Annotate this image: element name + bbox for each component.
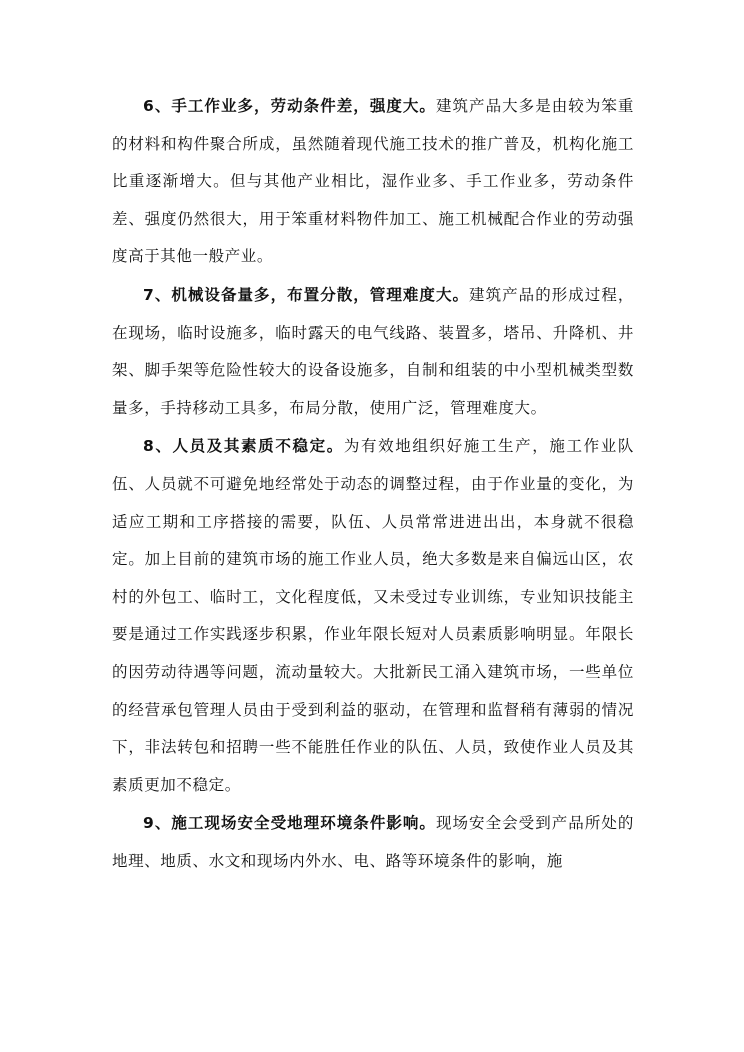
paragraph-body: 为有效地组织好施工生产，施工作业队伍、人员就不可避免地经常处于动态的调整过程，由于作业量的变化，为适应工期和工序搭接的需要，队伍、人员常常进进出出，本身就不很稳定。加上目前的建筑市场的施工作业人员，绝大多数是来自偏远山区，农村的外包工、临时工，文化程度低，又未受过专业训练，专业知识技能主要是通过工作实践逐步积累，作业年限长短对人员素质影响明显。年限长的因劳动待遇等问题，流动量较大。大批新民工涌入建筑市场，一些单位的经营承包管理人员由于受到利益的驱动，在管理和监督稍有薄弱的情况下，非法转包和招聘一些不能胜任作业的队伍、人员，致使作业人员及其素质更加不稳定。 [112,437,634,794]
paragraph-heading: 8、人员及其素质不稳定。 [143,437,344,456]
paragraph-body: 现场安全会受到产品所处的地理、地质、水文和现场内外水、电、路等环境条件的影响，施 [112,814,635,870]
paragraph-9 [112,805,634,880]
paragraph-8 [112,428,634,804]
paragraph-heading: 9、施工现场安全受地理环境条件影响。 [143,814,436,833]
paragraph-body: 建筑产品的形成过程，在现场，临时设施多，临时露天的电气线路、装置多，塔吊、升降机、井架、脚手架等危险性较大的设备设施多，自制和组装的中小型机械类型数量多，手持移动工具多，布局分散，使用广泛，管理难度大。 [112,285,634,417]
paragraph-6 [112,88,634,276]
document-page [112,88,634,880]
paragraph-body: 建筑产品大多是由较为笨重的材料和构件聚合所成，虽然随着现代施工技术的推广普及，机构化施工比重逐渐增大。但与其他产业相比，湿作业多、手工作业多，劳动条件差、强度仍然很大，用于笨重材料物件加工、施工机械配合作业的劳动强度高于其他一般产业。 [112,97,635,266]
paragraph-heading: 6、手工作业多，劳动条件差，强度大。 [143,97,436,115]
paragraph-7 [112,277,634,427]
paragraph-heading: 7、机械设备量多，布置分散，管理难度大。 [143,285,470,304]
